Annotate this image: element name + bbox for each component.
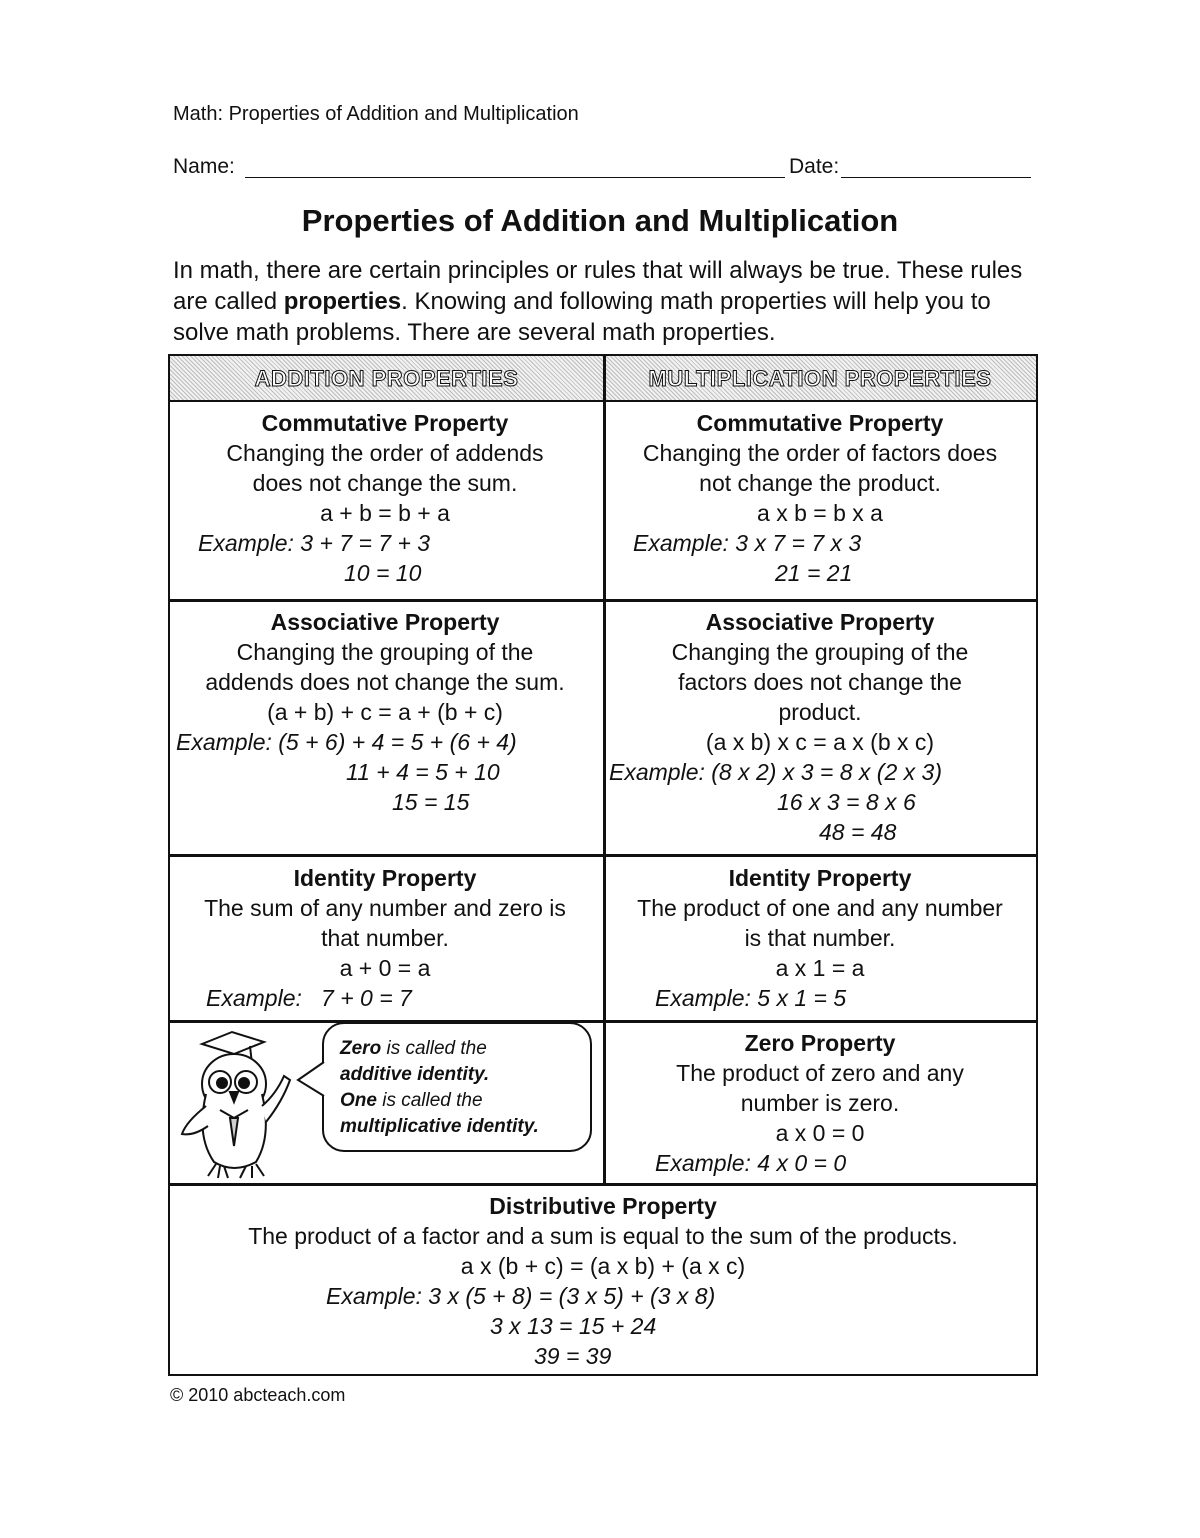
speech-bubble-tail [296,1060,326,1100]
property-description: Changing the grouping of the [671,639,969,665]
multiplication-header: MULTIPLICATION PROPERTIES [648,366,992,391]
property-title: Associative Property [270,609,500,635]
intro-text-1: In math, there are certain principles or rules that will always be true. These rules are called [173,257,1023,315]
property-formula: a x (b + c) = (a x b) + (a x c) [460,1253,746,1279]
owl-teacher-illustration [172,1026,322,1181]
name-field[interactable] [245,155,785,178]
property-title: Associative Property [705,609,935,635]
property-example-result: 21 = 21 [775,560,853,586]
property-example-step: 11 + 4 = 5 + 10 [346,759,500,785]
addition-header: ADDITION PROPERTIES [254,366,519,391]
property-description: is that number. [744,925,896,951]
property-example-step: 16 x 3 = 8 x 6 [777,789,916,815]
distributive-cell [170,1191,1036,1371]
property-example-result: 48 = 48 [819,819,897,845]
property-formula: a x 0 = 0 [775,1120,865,1146]
multiplication-commutative-cell [605,408,1035,588]
property-formula: (a + b) + c = a + (b + c) [267,699,503,725]
property-description: product. [778,699,862,725]
property-example: Example: 5 x 1 = 5 [655,985,847,1011]
property-description: The product of one and any number [637,895,1003,921]
property-description: does not change the sum. [252,470,518,496]
header-subject: Math: Properties of Addition and Multiplication [173,103,579,125]
property-description: The product of zero and any [676,1060,964,1086]
property-example-result: 15 = 15 [392,789,470,815]
date-field[interactable] [841,155,1031,178]
speech-bubble-text [340,1036,600,1140]
property-title: Identity Property [293,865,477,891]
property-example: Example: 3 x 7 = 7 x 3 [633,530,862,556]
bubble-multiplicative-identity: multiplicative identity. [340,1116,539,1137]
property-example-step: 3 x 13 = 15 + 24 [490,1313,657,1339]
property-formula: a + b = b + a [320,500,450,526]
bubble-one-word: One [340,1090,377,1111]
property-formula: a + 0 = a [339,955,431,981]
row-divider [170,599,1036,602]
property-example: Example: (5 + 6) + 4 = 5 + (6 + 4) [176,729,517,755]
row-divider [170,1020,1036,1023]
row-divider [170,854,1036,857]
addition-commutative-cell [170,408,600,588]
property-example: Example: 4 x 0 = 0 [655,1150,847,1176]
property-description: that number. [321,925,449,951]
property-example-result: 39 = 39 [534,1343,612,1369]
intro-paragraph [173,255,1053,348]
property-title: Commutative Property [696,410,944,436]
property-description: The product of a factor and a sum is equal to the sum of the products. [248,1223,958,1249]
property-description: addends does not change the sum. [205,669,565,695]
multiplication-zero-cell [605,1028,1035,1178]
bubble-text: is called the [376,1090,483,1111]
bubble-zero-word: Zero [340,1038,382,1059]
property-description: The sum of any number and zero is [204,895,566,921]
property-example: Example: 7 + 0 = 7 [206,985,412,1011]
date-label: Date: [789,155,840,178]
property-example: Example: 3 x (5 + 8) = (3 x 5) + (3 x 8) [326,1283,716,1309]
row-divider [170,1183,1036,1186]
property-description: not change the product. [699,470,941,496]
bubble-additive-identity: additive identity. [340,1064,490,1085]
property-title: Zero Property [744,1030,896,1056]
property-title: Distributive Property [489,1193,717,1219]
property-description: factors does not change the [678,669,962,695]
property-example: Example: 3 + 7 = 7 + 3 [198,530,431,556]
intro-text-2: . Knowing and following math properties will help you to solve math problems. There are several math properties. [173,288,991,346]
bubble-text: is called the [381,1038,487,1059]
property-example: Example: (8 x 2) x 3 = 8 x (2 x 3) [609,759,942,785]
copyright-footer: © 2010 abcteach.com [170,1385,346,1405]
property-formula: a x 1 = a [775,955,865,981]
multiplication-identity-cell [605,863,1035,1013]
name-label: Name: [173,155,235,178]
property-description: number is zero. [740,1090,900,1116]
name-date-row [173,155,1033,185]
addition-identity-cell [170,863,600,1013]
property-description: Changing the order of factors does [642,440,998,466]
addition-associative-cell [170,607,600,817]
page-title: Properties of Addition and Multiplication [301,203,899,238]
multiplication-associative-cell [605,607,1035,847]
property-description: Changing the order of addends [226,440,544,466]
property-formula: a x b = b x a [757,500,883,526]
property-title: Identity Property [728,865,912,891]
property-formula: (a x b) x c = a x (b x c) [705,729,935,755]
property-title: Commutative Property [261,410,509,436]
intro-bold-term: properties [283,288,402,315]
property-example-result: 10 = 10 [344,560,422,586]
property-description: Changing the grouping of the [236,639,534,665]
